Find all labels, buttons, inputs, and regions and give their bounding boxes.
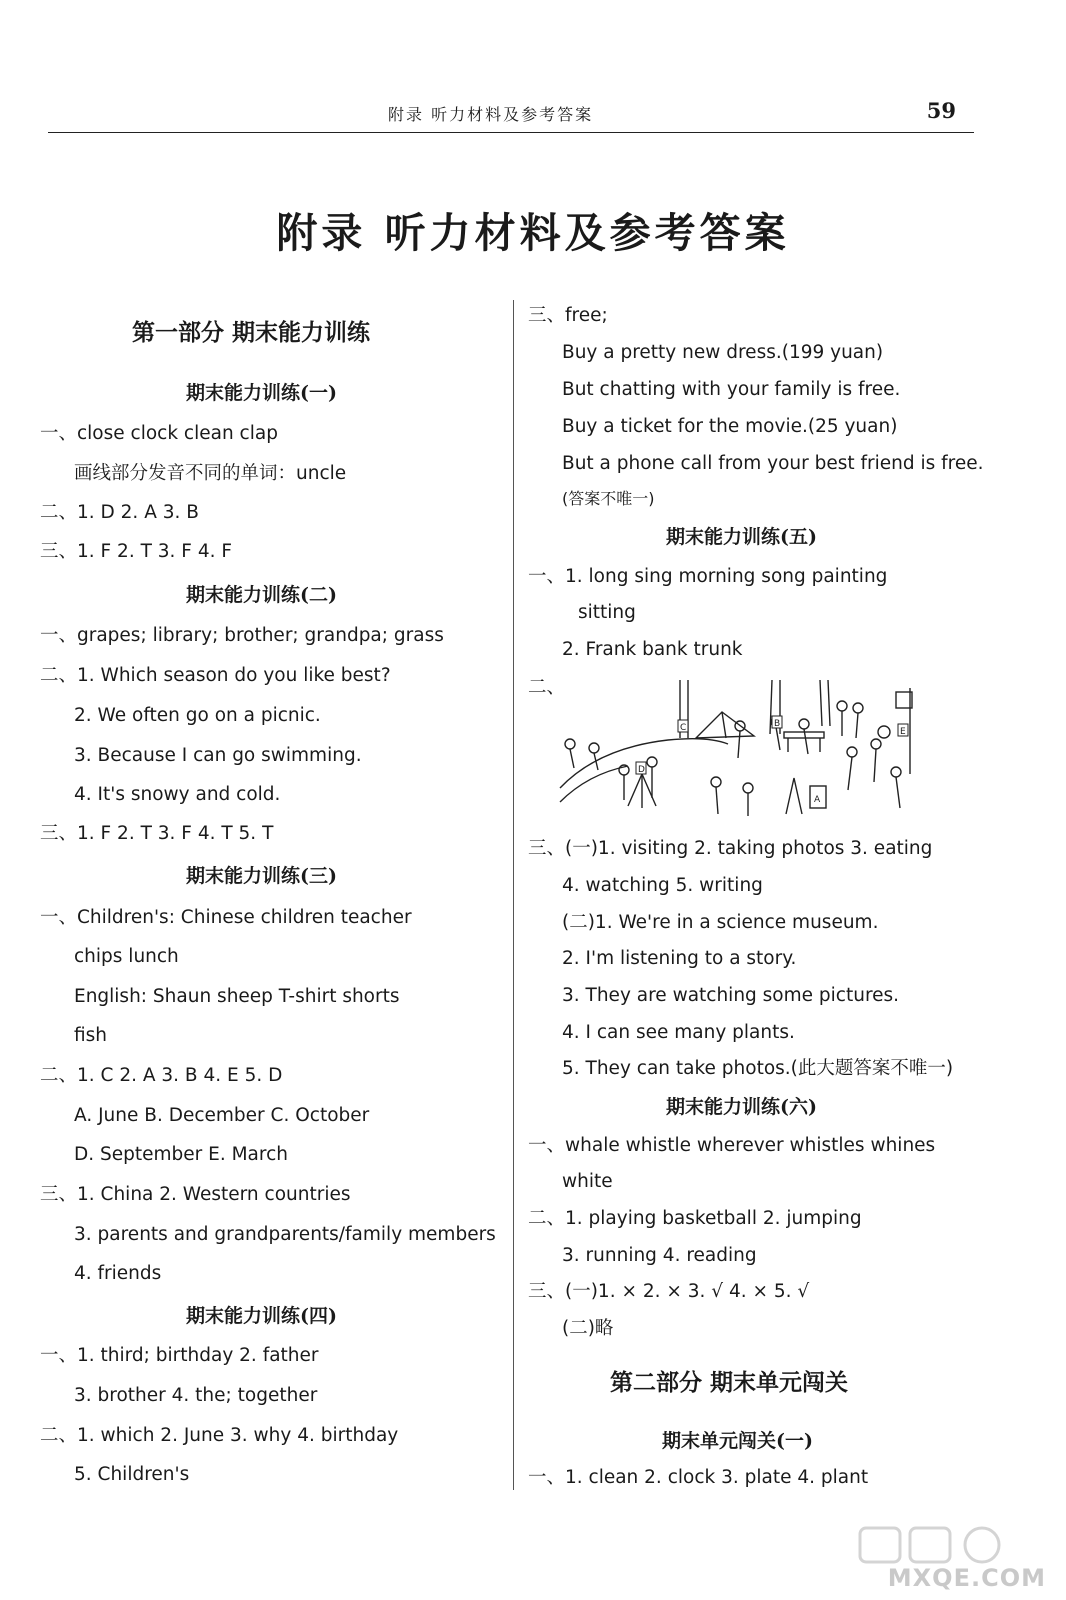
- answer-line: 2. Frank bank trunk: [562, 639, 743, 660]
- answer-line: chips lunch: [74, 946, 179, 967]
- answer-line: 一、1. long sing morning song painting: [528, 566, 888, 587]
- answer-line: 5. Children's: [74, 1464, 190, 1485]
- answer-line: 三、(一)1. visiting 2. taking photos 3. eating: [528, 838, 933, 859]
- answer-line: 4. watching 5. writing: [562, 875, 763, 896]
- answer-line: (二)略: [562, 1318, 614, 1339]
- answer-line: 4. I can see many plants.: [562, 1022, 795, 1043]
- column-divider: [513, 300, 514, 1490]
- answer-line: A. June B. December C. October: [74, 1105, 370, 1126]
- answer-line: (答案不唯一): [562, 489, 655, 508]
- answer-line: Buy a pretty new dress.(199 yuan): [562, 342, 884, 363]
- answer-line: 3. running 4. reading: [562, 1245, 757, 1266]
- section-heading: 期末能力训练(五): [666, 526, 817, 548]
- answer-line: 一、whale whistle wherever whistles whines: [528, 1135, 936, 1156]
- answer-line: 三、(一)1. × 2. × 3. √ 4. × 5. √: [528, 1281, 810, 1302]
- answer-line: sitting: [578, 602, 636, 623]
- answer-line: 一、1. third; birthday 2. father: [40, 1345, 319, 1366]
- answer-line: 5. They can take photos.(此大题答案不唯一): [562, 1058, 954, 1079]
- section-heading: 期末单元闯关(一): [662, 1430, 813, 1452]
- section-heading: 期末能力训练(三): [186, 865, 337, 887]
- answer-line: 三、1. China 2. Western countries: [40, 1184, 351, 1205]
- answer-line: 二、1. D 2. A 3. B: [40, 502, 199, 523]
- answer-line: 画线部分发音不同的单词：uncle: [74, 463, 347, 484]
- answer-line: 二、1. Which season do you like best?: [40, 665, 391, 686]
- answer-line: 三、1. F 2. T 3. F 4. F: [40, 541, 232, 562]
- section-heading: 期末能力训练(六): [666, 1096, 817, 1118]
- running-header: [48, 96, 974, 133]
- answer-line: white: [562, 1171, 613, 1192]
- answer-line: Buy a ticket for the movie.(25 yuan): [562, 416, 898, 437]
- section-heading: 期末能力训练(四): [186, 1305, 337, 1327]
- figure-label: D: [638, 765, 645, 775]
- answer-line: 二、1. playing basketball 2. jumping: [528, 1208, 862, 1229]
- answer-line: 三、1. F 2. T 3. F 4. T 5. T: [40, 823, 274, 844]
- answer-line: 二、: [528, 677, 566, 698]
- answer-line: 3. brother 4. the; together: [74, 1385, 318, 1406]
- answer-line: 3. Because I can go swimming.: [74, 745, 362, 766]
- running-header-title: 附录 听力材料及参考答案: [388, 105, 594, 124]
- answer-line: 2. I'm listening to a story.: [562, 948, 797, 969]
- figure-label: A: [814, 795, 821, 805]
- answer-line: 一、Children's: Chinese children teacher: [40, 907, 412, 928]
- answer-line: 3. parents and grandparents/family members: [74, 1224, 496, 1245]
- answer-line: 二、1. which 2. June 3. why 4. birthday: [40, 1425, 399, 1446]
- answer-line: 一、close clock clean clap: [40, 423, 278, 444]
- figure-label: B: [774, 719, 781, 729]
- answer-line: 4. friends: [74, 1263, 162, 1284]
- answer-line: 3. They are watching some pictures.: [562, 985, 900, 1006]
- answer-line: English: Shaun sheep T-shirt shorts: [74, 986, 400, 1007]
- page-title: 附录 听力材料及参考答案: [276, 209, 790, 257]
- answer-line: But a phone call from your best friend is free.: [562, 453, 984, 474]
- playground-illustration: [558, 678, 922, 822]
- answer-line: 2. We often go on a picnic.: [74, 705, 321, 726]
- part-heading: 第一部分 期末能力训练: [132, 319, 371, 346]
- part-heading: 第二部分 期末单元闯关: [610, 1369, 849, 1396]
- answer-line: 一、grapes; library; brother; grandpa; grass: [40, 625, 444, 646]
- section-heading: 期末能力训练(二): [186, 584, 337, 606]
- figure-label: C: [680, 723, 687, 733]
- answer-line: But chatting with your family is free.: [562, 379, 901, 400]
- answer-line: 4. It's snowy and cold.: [74, 784, 281, 805]
- watermark-text: MXQE.COM: [887, 1564, 1046, 1592]
- answer-line: fish: [74, 1025, 108, 1046]
- answer-line: (二)1. We're in a science museum.: [562, 912, 879, 933]
- answer-line: 一、1. clean 2. clock 3. plate 4. plant: [528, 1467, 869, 1488]
- answer-line: 三、free;: [528, 305, 608, 326]
- answer-line: D. September E. March: [74, 1144, 288, 1165]
- section-heading: 期末能力训练(一): [186, 382, 337, 404]
- answer-line: 二、1. C 2. A 3. B 4. E 5. D: [40, 1065, 283, 1086]
- page-number: 59: [926, 98, 956, 123]
- figure-label: E: [900, 727, 906, 737]
